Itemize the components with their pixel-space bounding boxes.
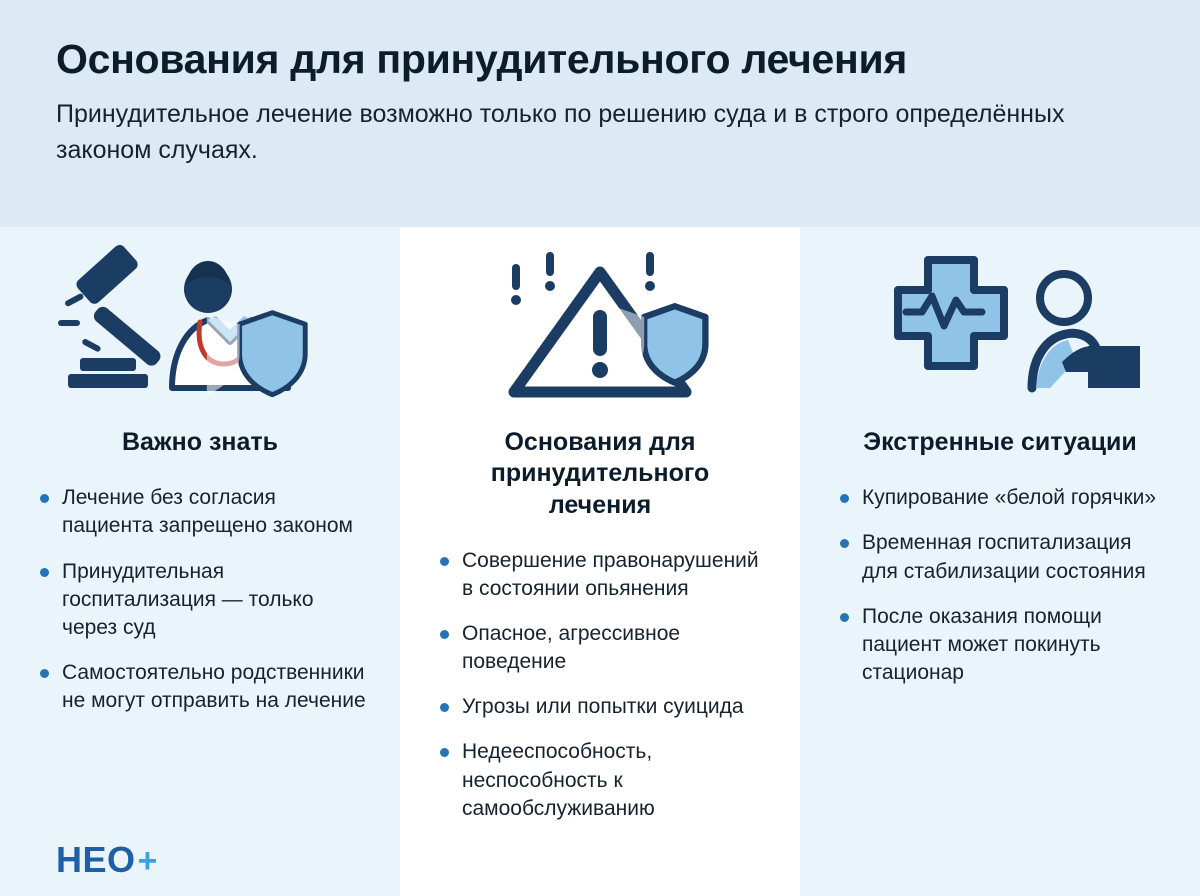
- medical-cross-patient-icon: [834, 227, 1166, 427]
- list-item: Лечение без согласия пациента запрещено законом: [38, 484, 366, 540]
- page-subtitle: Принудительное лечение возможно только по решению суда и в строго определённых законом случаях.: [56, 100, 1065, 164]
- list-item: Недееспособность, неспособность к самообслуживанию: [438, 738, 766, 822]
- bullet-list: [434, 547, 766, 823]
- column-emergency-situations: [800, 227, 1200, 896]
- bullet-list: [834, 484, 1166, 687]
- columns-container: [0, 227, 1200, 896]
- column-title: Важно знать: [121, 428, 279, 456]
- logo-text: НЕО: [56, 839, 136, 880]
- logo-plus-icon: +: [137, 842, 158, 880]
- column-title: Экстренные ситуации: [863, 428, 1137, 456]
- bullet-list: [34, 484, 366, 715]
- list-item: Угрозы или попытки суицида: [438, 693, 766, 721]
- list-item: Временная госпитализация для стабилизации состояния: [838, 529, 1166, 585]
- list-item: Совершение правонарушений в состоянии опьянения: [438, 547, 766, 603]
- brand-logo: [56, 839, 158, 880]
- warning-triangle-shield-icon: [434, 227, 766, 427]
- list-item: Принудительная госпитализация — только через суд: [38, 558, 366, 642]
- list-item: Опасное, агрессивное поведение: [438, 620, 766, 676]
- header: [0, 0, 1200, 227]
- page-title: Основания для принудительного лечения: [56, 36, 908, 82]
- list-item: Купирование «белой горячки»: [838, 484, 1166, 512]
- list-item: После оказания помощи пациент может покинуть стационар: [838, 603, 1166, 687]
- list-item: Самостоятельно родственники не могут отправить на лечение: [38, 659, 366, 715]
- column-title: Основания для принудительного лечения: [490, 428, 710, 519]
- column-important-to-know: [0, 227, 400, 896]
- column-grounds-for-treatment: [400, 227, 800, 896]
- gavel-doctor-shield-icon: [34, 227, 366, 427]
